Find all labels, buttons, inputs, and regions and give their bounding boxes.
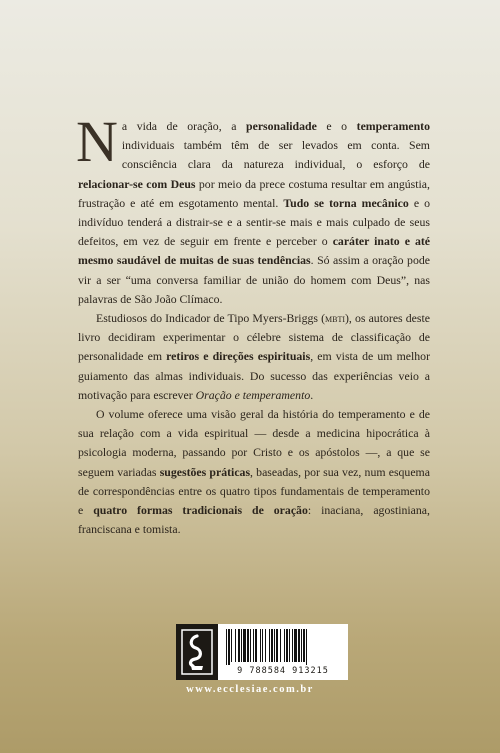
text-run: , baseadas, por sua vez, num esquema de correspondências entre os quatro tipos fundamentais de temperamento e: [78, 464, 430, 518]
paragraph-intro: [76, 109, 431, 309]
barcode-bar: [284, 629, 285, 662]
barcode-bar: [260, 629, 261, 662]
barcode-bar: [271, 629, 273, 662]
publisher-logo-icon: [176, 624, 218, 680]
emphasis: relacionar-se com Deus: [78, 176, 196, 191]
barcode-bar: [253, 629, 254, 662]
emphasis: personalidade: [246, 119, 317, 133]
text-run: individuais também têm de ser levados em conta. Sem consciência clara da natureza individual, o esforço de: [121, 138, 430, 172]
text-run: por meio da prece costuma resultar em angústia, frustração e até em esgotamento mental.: [78, 176, 430, 210]
paragraph-overview: [78, 405, 430, 539]
barcode-bar: [269, 629, 270, 662]
back-cover-text: [76, 109, 431, 539]
text-run: e o indivíduo tenderá a distrair-se e a sentir-se mais e mais culpado de seus defeitos, em vez de seguir em frente e perceber o: [78, 195, 430, 249]
small-caps-text: mbti: [325, 311, 345, 326]
barcode-bar: [226, 629, 227, 665]
barcode-bar: [265, 629, 266, 662]
barcode-bar: [255, 629, 257, 662]
text-run: a vida de oração, a: [121, 119, 247, 133]
emphasis: retiros e direções espirituais: [166, 349, 311, 364]
website-url: www.ecclesiae.com.br: [186, 684, 314, 695]
text-run: , em vista de um melhor guiamento das almas individuais. Do sucesso das experiências veio a motivação para escrever: [78, 349, 430, 402]
barcode-bar: [294, 629, 297, 662]
emphasis: quatro formas tradicionais de oração: [93, 503, 308, 518]
text-run: : inaciana, agostiniana, franciscana e tomista.: [78, 503, 430, 537]
barcode-bar: [274, 629, 275, 662]
barcode-icon: [224, 629, 342, 665]
barcode-number: 9 788584 913215: [237, 665, 329, 676]
barcode-bar: [289, 629, 290, 662]
emphasis: Tudo se torna mecânico: [283, 195, 409, 210]
text-run: .: [310, 387, 314, 402]
barcode-bar: [238, 629, 240, 662]
paragraph-authors: [78, 309, 430, 405]
text-run: O volume oferece uma visão geral da história do temperamento e de sua relação com a vida espiritual — desde a medicina hipocrática à psicologia moderna, passando por Cristo e os apóstolos —, a que se seguem variadas: [78, 407, 430, 479]
barcode-bar: [292, 629, 293, 662]
barcode-bar: [280, 629, 281, 662]
barcode-bar: [250, 629, 251, 662]
barcode-bar: [262, 629, 263, 662]
text-run: . Só assim a oração pode vir a ser “uma conversa familiar de união do homem com Deus”, nas palavras de São João Clímaco.: [78, 253, 430, 306]
text-run: ), os autores deste livro decidiram experimentar o célebre sistema de classificação de personalidade em: [78, 311, 430, 364]
emphasis: caráter inato e até mesmo saudável de muitas de suas tendências: [78, 234, 431, 268]
barcode-bar: [228, 629, 230, 665]
barcode-bar: [247, 629, 249, 662]
barcode-bar: [241, 629, 242, 662]
barcode-bar: [235, 629, 236, 662]
barcode-bar: [301, 629, 302, 662]
barcode-bar: [286, 629, 288, 662]
barcode-bar: [306, 629, 307, 665]
text-run: e o: [316, 119, 357, 133]
publisher-block: [176, 624, 348, 680]
barcode-bar: [276, 629, 278, 662]
drop-cap: N: [76, 109, 118, 174]
barcode-bar: [231, 629, 232, 662]
barcode-bar: [303, 629, 305, 662]
emphasis: temperamento: [356, 119, 431, 133]
barcode-bar: [243, 629, 246, 662]
emphasis: sugestões práticas: [159, 464, 251, 479]
barcode-bar: [298, 629, 300, 662]
text-run: Estudiosos do Indicador de Tipo Myers-Briggs (: [96, 311, 325, 326]
barcode: [218, 624, 348, 680]
book-title: Oração e temperamento: [195, 387, 311, 402]
